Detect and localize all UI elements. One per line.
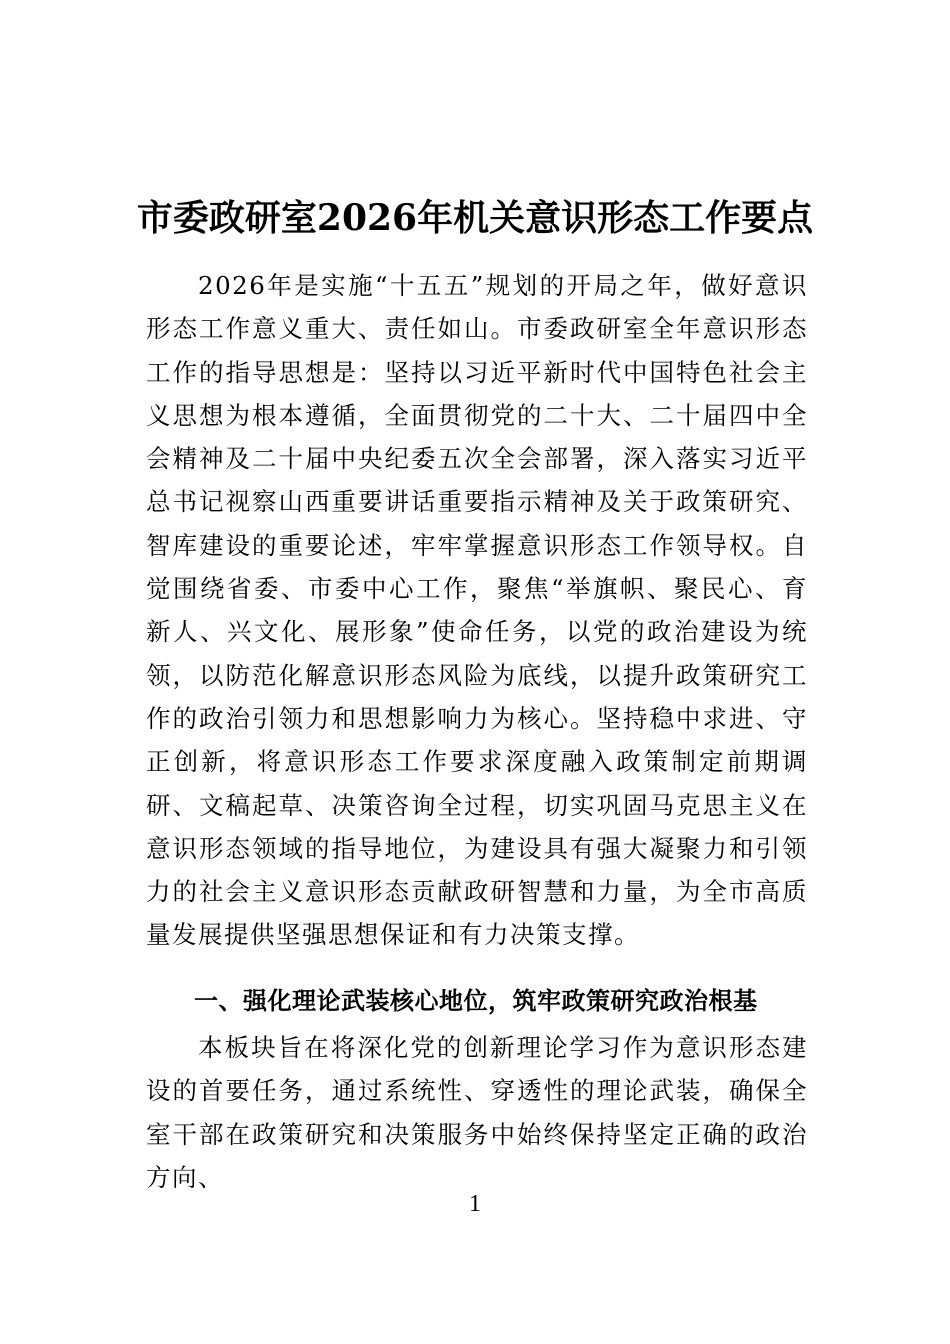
section-1-paragraph: 本板块旨在将深化党的创新理论学习作为意识形态建设的首要任务，通过系统性、穿透性的理论武装，确保全室干部在政策研究和决策服务中始终保持坚定正确的政治方向、 xyxy=(146,1033,808,1192)
intro-paragraph: 2026年是实施“十五五”规划的开局之年，做好意识形态工作意义重大、责任如山。市委政研室全年意识形态工作的指导思想是：坚持以习近平新时代中国特色社会主义思想为根本遵循，全面贯彻党的二十大、二十届四中全会精神及二十届中央纪委五次全会部署，深入落实习近平总书记视察山西重要讲话重要指示精神及关于政策研究、智库建设的重要论述，牢牢掌握意识形态工作领导权。自觉围绕省委、市委中心工作，聚焦“举旗帜、聚民心、育新人、兴文化、展形象”使命任务，以党的政治建设为统领，以防范化解意识形态风险为底线，以提升政策研究工作的政治引领力和思想影响力为核心。坚持稳中求进、守正创新，将意识形态工作要求深度融入政策制定前期调研、文稿起草、决策咨询全过程，切实巩固马克思主义在意识形态领域的指导地位，为建设具有强大凝聚力和引领力的社会主义意识形态贡献政研智慧和力量，为全市高质量发展提供坚强思想保证和有力决策支撑。 xyxy=(146,271,808,950)
document-title: 市委政研室2026年机关意识形态工作要点 xyxy=(136,197,814,240)
page-number: 1 xyxy=(469,1191,481,1217)
section-heading-1: 一、强化理论武装核心地位，筑牢政策研究政治根基 xyxy=(194,987,758,1015)
